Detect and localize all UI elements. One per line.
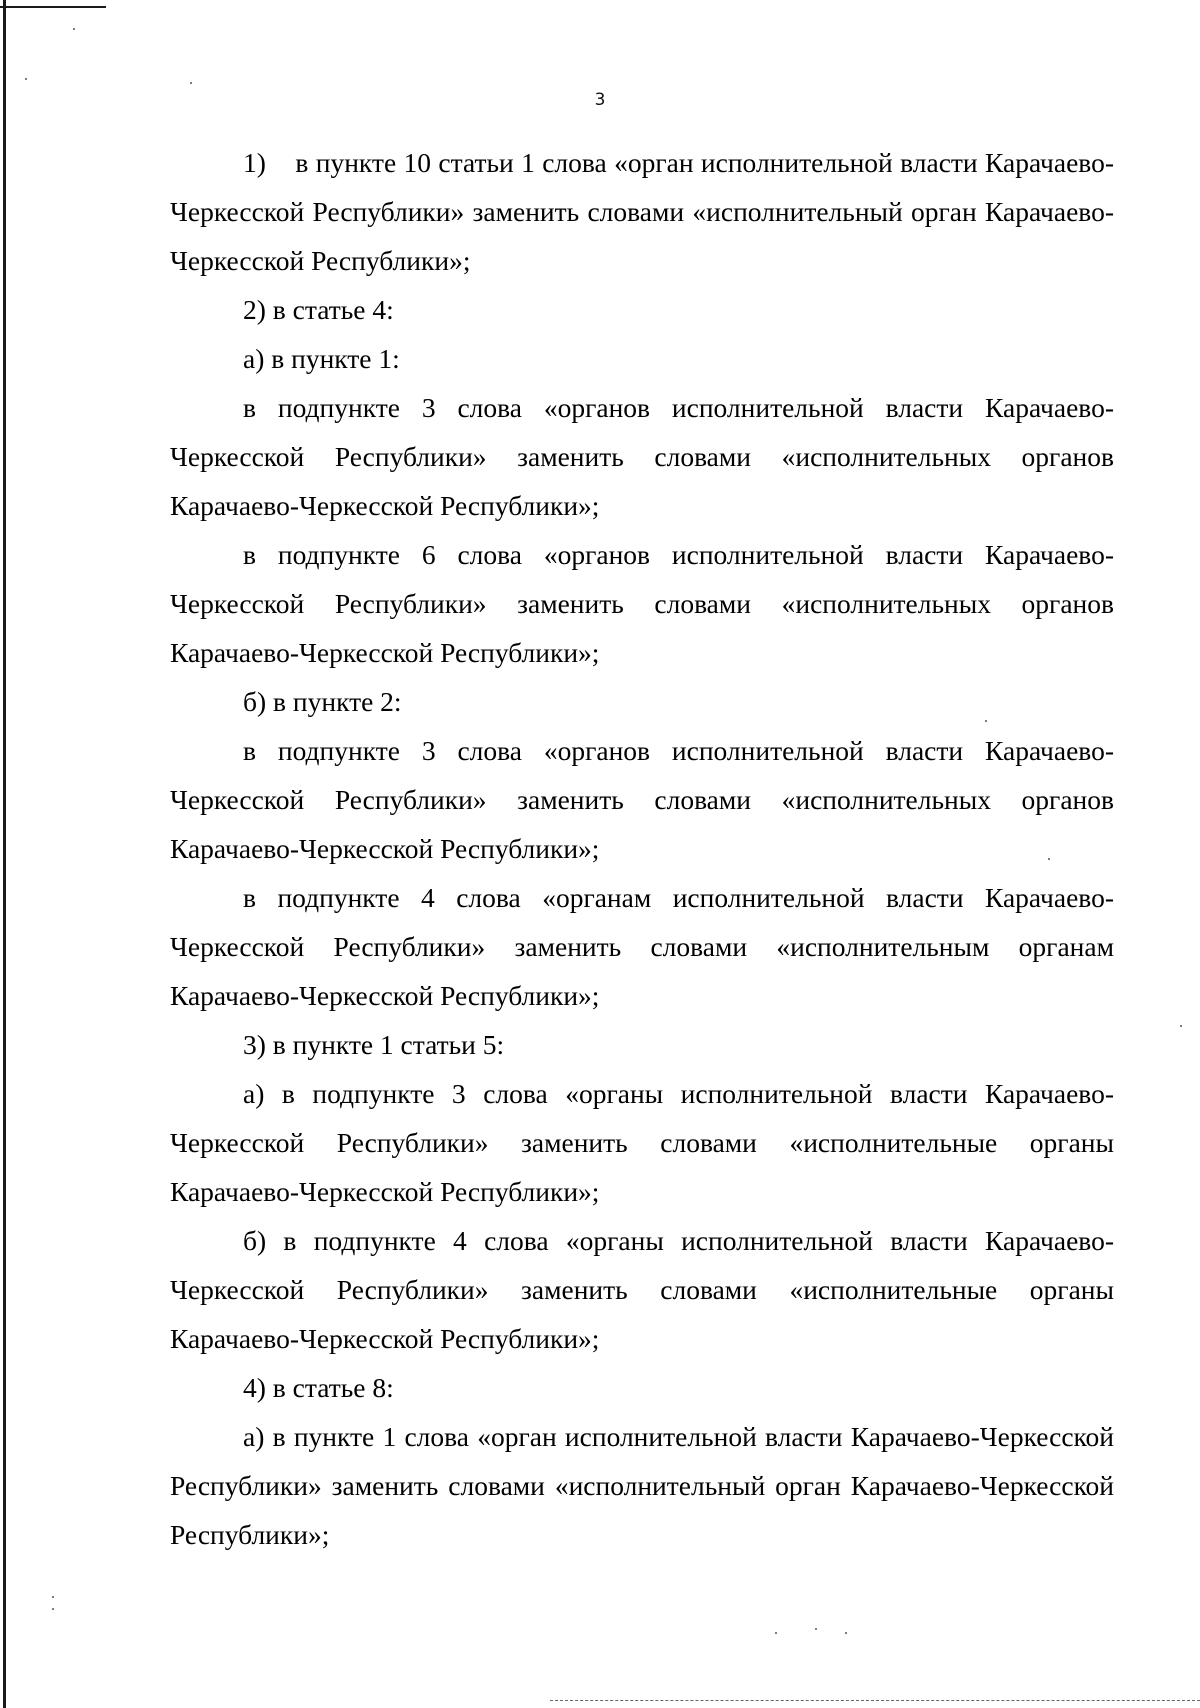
paragraph: 4) в статье 8: xyxy=(243,1372,394,1403)
paragraph: а) в подпункте 3 слова «органы исполнительной власти Карачаево-Черкесской Республики» заменить словами «исполнительные органы Карачаево-Черкесской Республики»; xyxy=(170,1078,1114,1207)
scan-edge-top xyxy=(0,6,106,8)
scan-speck xyxy=(775,1632,777,1634)
scan-speck xyxy=(52,1596,54,1598)
paragraph: в подпункте 6 слова «органов исполнительной власти Карачаево-Черкесской Республики» заменить словами «исполнительных органов Карачаево-Черкесской Республики»; xyxy=(170,539,1114,668)
paragraph: б) в подпункте 4 слова «органы исполнительной власти Карачаево-Черкесской Республики» заменить словами «исполнительные органы Карачаево-Черкесской Республики»; xyxy=(170,1225,1114,1354)
scan-speck xyxy=(815,1628,817,1630)
paragraph: а) в пункте 1 слова «орган исполнительной власти Карачаево-Черкесской Республики» заменить словами «исполнительный орган Карачаево-Черкесской Республики»; xyxy=(170,1421,1114,1550)
paragraph: в подпункте 4 слова «органам исполнительной власти Карачаево-Черкесской Республики» заменить словами «исполнительным органам Карачаево-Черкесской Республики»; xyxy=(170,882,1114,1011)
paragraph: 1) в пункте 10 статьи 1 слова «орган исполнительной власти Карачаево-Черкесской Республики» заменить словами «исполнительный орган Карачаево-Черкесской Республики»; xyxy=(170,147,1114,276)
paragraph: в подпункте 3 слова «органов исполнительной власти Карачаево-Черкесской Республики» заменить словами «исполнительных органов Карачаево-Черкесской Республики»; xyxy=(170,392,1114,521)
paragraph: в подпункте 3 слова «органов исполнительной власти Карачаево-Черкесской Республики» заменить словами «исполнительных органов Карачаево-Черкесской Республики»; xyxy=(170,735,1114,864)
paragraph: 2) в статье 4: xyxy=(243,294,394,325)
scan-speck xyxy=(52,1608,54,1610)
paragraph: а) в пункте 1: xyxy=(243,343,400,374)
scan-dash-bottom xyxy=(550,1700,1200,1701)
scan-speck xyxy=(190,82,192,84)
scan-speck xyxy=(25,78,27,80)
scan-speck xyxy=(1180,1025,1182,1027)
scan-edge-left xyxy=(3,0,6,1708)
page-number: 3 xyxy=(594,90,606,110)
document-body xyxy=(170,138,1114,1559)
scan-speck xyxy=(73,28,75,30)
paragraph: б) в пункте 2: xyxy=(243,686,402,717)
paragraph: 3) в пункте 1 статьи 5: xyxy=(243,1029,505,1060)
scan-speck xyxy=(845,1632,847,1634)
